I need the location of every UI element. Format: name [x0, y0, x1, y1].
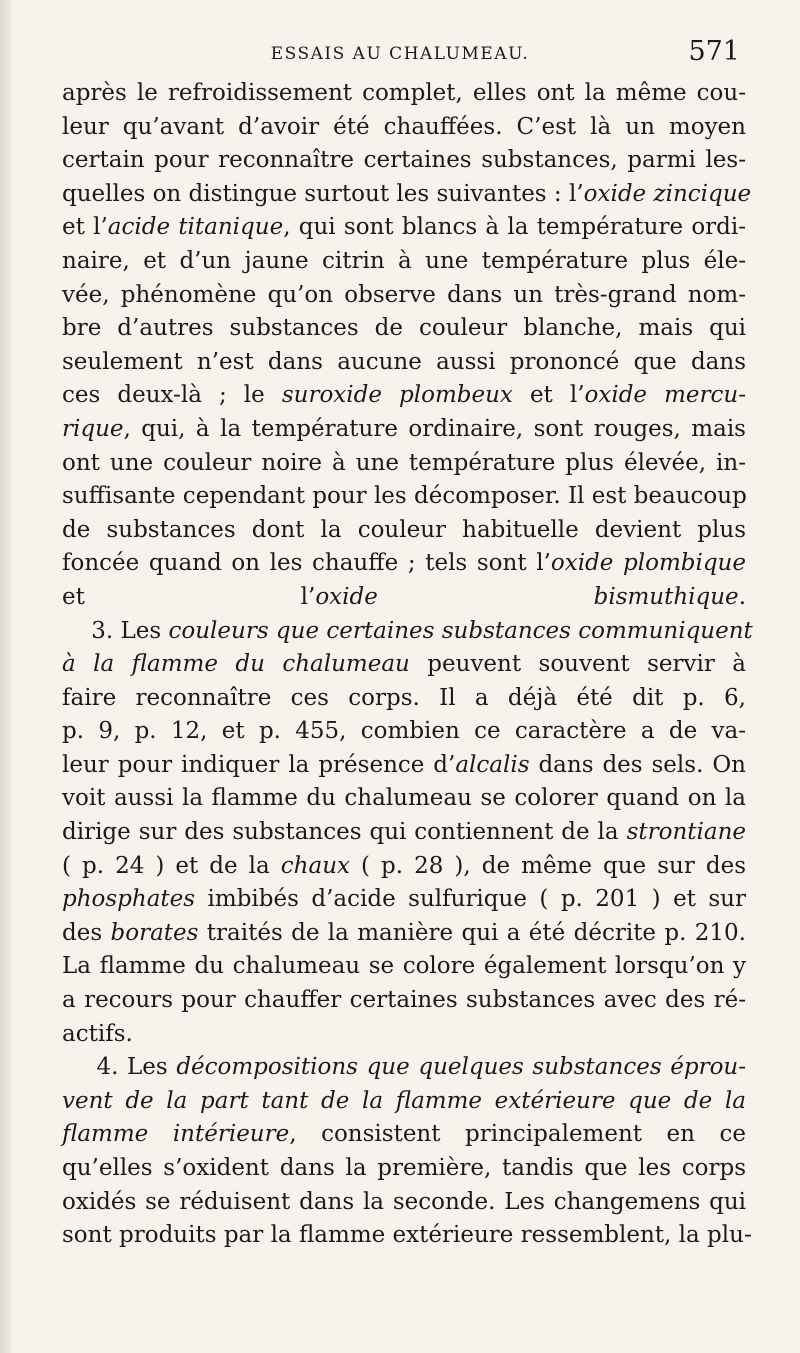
text-line — [62, 245, 746, 279]
italic-term: rique — [62, 415, 124, 442]
text-segment: seulement n’est dans aucune aussi prononcé que dans — [62, 348, 746, 375]
text-segment: leur pour indiquer la présence d’ — [62, 751, 456, 778]
text-segment: vée, phénomène qu’on observe dans un très-grand nom- — [62, 281, 746, 308]
italic-term: à la flamme du chalumeau — [62, 651, 410, 678]
text-segment: bre d’autres substances de couleur blanche, mais qui — [62, 315, 746, 342]
text-segment: p. 9, p. 12, et p. 455, combien ce caractère a de va- — [62, 718, 746, 745]
text-segment: , qui, à la température ordinaire, sont rouges, mais — [123, 415, 746, 442]
italic-term: phosphates — [62, 886, 196, 913]
text-segment: . — [738, 583, 746, 610]
text-line — [62, 715, 746, 749]
text-line — [62, 682, 746, 716]
text-segment: qu’elles s’oxident dans la première, tandis que les corps — [62, 1155, 746, 1181]
text-line — [62, 144, 746, 178]
text-line — [62, 581, 746, 615]
italic-term: oxide zincique — [583, 180, 752, 207]
text-line — [62, 1152, 746, 1186]
text-segment: voit aussi la flamme du chalumeau se colorer quand on la — [62, 785, 746, 812]
text-line — [62, 379, 746, 413]
text-segment: de substances dont la couleur habituelle devient plus — [62, 516, 746, 543]
italic-term: alcalis — [455, 751, 530, 778]
text-segment: des — [62, 919, 111, 946]
text-segment: et l’ — [62, 214, 108, 241]
italic-term: chaux — [280, 852, 350, 879]
text-segment: , qui sont blancs à la température ordi- — [283, 214, 747, 241]
text-line — [62, 1186, 746, 1220]
text-line — [62, 77, 746, 111]
italic-term: oxide plombique — [550, 550, 746, 577]
text-line — [62, 917, 746, 951]
text-segment: imbibés d’acide sulfurique ( p. 201 ) et sur — [195, 886, 746, 913]
text-line — [62, 1085, 746, 1119]
text-line — [62, 547, 746, 581]
text-segment: et l’ — [512, 382, 585, 409]
text-segment: certain pour reconnaître certaines substances, parmi les- — [62, 147, 746, 174]
text-line — [62, 984, 746, 1018]
text-segment: actifs. — [62, 1020, 133, 1047]
italic-term: oxide mercu- — [584, 382, 746, 409]
text-segment: La flamme du chalumeau se colore également lorsqu’on y — [62, 953, 746, 980]
text-segment: oxidés se réduisent dans la seconde. Les changemens qui — [62, 1188, 746, 1215]
text-line — [62, 480, 746, 514]
text-segment: , consistent principalement en ce — [289, 1121, 747, 1148]
running-head: ESSAIS AU CHALUMEAU. — [270, 44, 530, 64]
text-segment: et l’ — [62, 583, 316, 610]
text-line — [62, 211, 746, 245]
text-line — [62, 648, 746, 682]
text-segment: dirige sur des substances qui contiennent de la — [62, 819, 627, 846]
text-line — [62, 1018, 746, 1052]
text-segment: faire reconnaître ces corps. Il a déjà été dit p. 6, — [62, 684, 746, 711]
text-segment: après le refroidissement complet, elles ont la même cou- — [62, 80, 746, 106]
text-segment: leur qu’avant d’avoir été chauffées. C’est là un moyen — [62, 113, 746, 140]
italic-term: borates — [110, 919, 199, 946]
italic-term: flamme intérieure — [62, 1121, 290, 1148]
italic-term: oxide bismuthique — [315, 583, 739, 610]
text-segment: dans des sels. On — [529, 751, 746, 778]
text-segment: suffisante cependant pour les décomposer. Il est beaucoup — [62, 483, 747, 510]
text-segment: 4. Les — [62, 1054, 177, 1081]
text-segment: ( p. 28 ), de même que sur des — [350, 852, 746, 879]
text-segment: traités de la manière qui a été décrite p. 210. — [198, 919, 746, 946]
italic-term: strontiane — [626, 819, 746, 846]
text-line — [62, 413, 746, 447]
text-line — [62, 615, 753, 649]
text-line — [62, 782, 746, 816]
text-line — [62, 816, 746, 850]
text-line — [62, 346, 746, 380]
text-line — [62, 111, 746, 145]
text-line — [62, 749, 746, 783]
body-text — [62, 77, 753, 1253]
text-segment: quelles on distingue surtout les suivantes : l’ — [62, 180, 584, 207]
text-segment: peuvent souvent servir à — [409, 651, 746, 678]
text-segment: a recours pour chauffer certaines substances avec des ré- — [62, 987, 746, 1014]
text-segment: ces deux-là ; le — [62, 382, 282, 409]
book-spine-shadow — [0, 0, 14, 1353]
italic-term: couleurs que certaines substances communiquent — [168, 617, 753, 644]
text-line — [62, 1118, 746, 1152]
text-line — [62, 850, 746, 884]
italic-term: vent de la part tant de la flamme extérieure que de la — [62, 1087, 746, 1114]
text-line — [62, 950, 746, 984]
text-segment: ont une couleur noire à une température plus élevée, in- — [62, 449, 746, 476]
italic-term: acide titanique — [107, 214, 284, 241]
italic-term: décompositions que quelques substances éprou- — [176, 1054, 746, 1081]
text-segment: 3. Les — [62, 617, 169, 644]
text-line — [62, 178, 752, 212]
text-line — [62, 312, 746, 346]
text-segment: naire, et d’un jaune citrin à une température plus éle- — [62, 247, 746, 274]
text-line — [62, 279, 746, 313]
text-line — [62, 514, 746, 548]
text-line — [62, 1051, 746, 1085]
text-segment: foncée quand on les chauffe ; tels sont l’ — [62, 550, 551, 577]
page-header — [60, 30, 740, 70]
page-number: 571 — [688, 36, 740, 67]
text-line — [62, 1219, 752, 1253]
text-line — [62, 883, 746, 917]
text-segment: sont produits par la flamme extérieure ressemblent, la plu- — [62, 1222, 752, 1249]
text-line — [62, 447, 746, 481]
text-segment: ( p. 24 ) et de la — [62, 852, 281, 879]
italic-term: suroxide plombeux — [281, 382, 513, 409]
